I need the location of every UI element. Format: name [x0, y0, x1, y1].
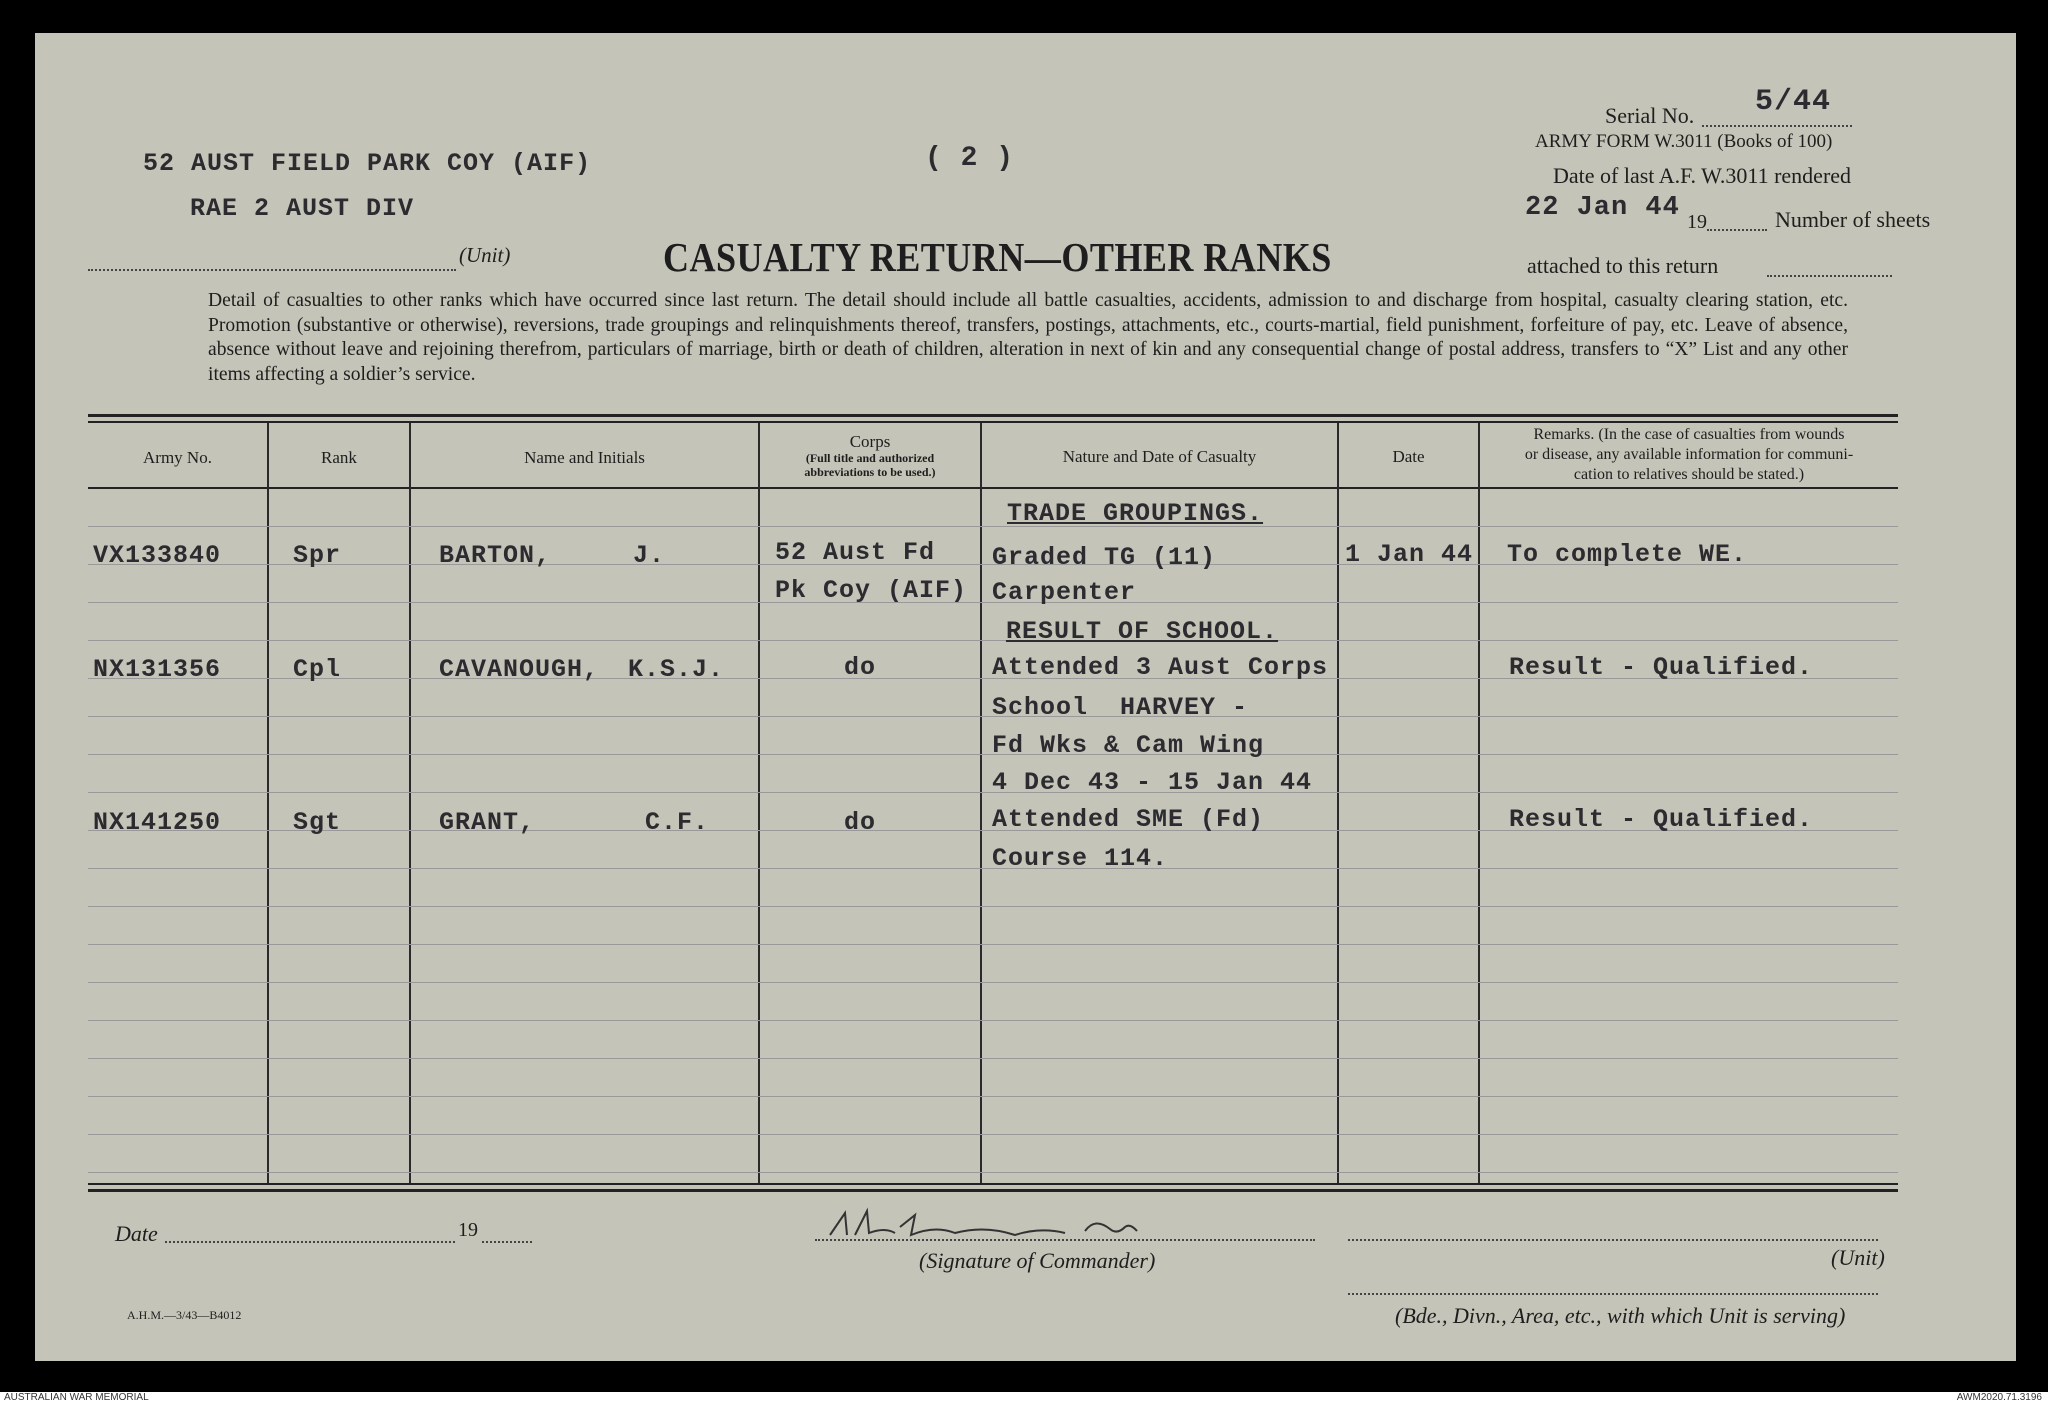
- signature-caption: (Signature of Commander): [919, 1248, 1156, 1273]
- unit-caption: (Unit): [459, 243, 511, 267]
- table-row-5-nature: School HARVEY -: [992, 693, 1249, 722]
- serial-label: Serial No.: [1605, 103, 1695, 128]
- table-row-1-initials: J.: [633, 541, 666, 570]
- archive-strip: [0, 1392, 2048, 1405]
- instructions: Detail of casualties to other ranks which have occurred since last return. The detail should include all battle casualties, accidents, admission to and discharge from hospital, casualty clearing station, etc. Promotion (substantive or otherwise), reversions, trade groupings and relinquishments thereof, transfers, postings, attachments, etc., courts-martial, field punishment, forfeiture of pay, etc. Leave of absence, absence without leave and rejoining therefrom, particulars of marriage, birth or death of children, alteration in next of kin and any consequential change of postal address, transfers to “X” List and any other items affecting a soldier’s service.: [208, 290, 1848, 385]
- table-row-1-corps: 52 Aust Fd: [775, 538, 936, 567]
- col-divider-2: [409, 423, 411, 1183]
- table-row-1-remarks: To complete WE.: [1507, 540, 1748, 569]
- unit-dots: [88, 269, 456, 271]
- table-row-1-date: 1 Jan 44: [1345, 540, 1474, 569]
- attached-dots: [1767, 275, 1892, 277]
- serial-value: 5/44: [1755, 85, 1832, 119]
- date-last-value: 22 Jan 44: [1525, 193, 1680, 223]
- date-last-label: Date of last A.F. W.3011 rendered: [1553, 163, 1852, 188]
- row-rule: [88, 526, 1898, 527]
- header-corps-sub-1: (Full title and authorized: [805, 451, 935, 465]
- row-rule: [88, 1058, 1898, 1059]
- col-divider-1: [267, 423, 269, 1183]
- commander-signature: [825, 1205, 1225, 1245]
- unit-line-2: RAE 2 AUST DIV: [190, 194, 415, 223]
- row-rule: [88, 640, 1898, 641]
- header-corps-sub-2: abbreviations to be used.): [804, 465, 936, 479]
- footer-year: 19: [458, 1219, 478, 1241]
- header-name: Name and Initials: [524, 448, 645, 467]
- table-row-8-nature: Attended SME (Fd): [992, 805, 1265, 834]
- serial-dots: [1702, 125, 1852, 127]
- form-title: CASUALTY RETURN—OTHER RANKS: [663, 234, 1332, 280]
- table-row-1-army-no: VX133840: [93, 541, 222, 570]
- form-code: A.H.M.—3/43—B4012: [127, 1308, 242, 1322]
- table-row-8-army-no: NX141250: [93, 808, 222, 837]
- header-date: Date: [1392, 447, 1425, 466]
- col-divider-5: [1337, 423, 1339, 1183]
- row-rule: [88, 906, 1898, 907]
- footer-date-dots: [165, 1241, 455, 1243]
- table-bottom-rule: [88, 1183, 1898, 1185]
- table-row-7-nature: 4 Dec 43 - 15 Jan 44: [992, 768, 1313, 797]
- header-corps-title: Corps: [849, 432, 891, 451]
- header-remarks-3: cation to relatives should be stated.): [1573, 466, 1805, 483]
- col-divider-6: [1478, 423, 1480, 1183]
- table-row-9-nature: Course 114.: [992, 844, 1169, 873]
- table-row-6-nature: Fd Wks & Cam Wing: [992, 731, 1265, 760]
- header-rank: Rank: [321, 448, 357, 467]
- table-row-4-initials: K.S.J.: [628, 655, 725, 684]
- table-row-8-name: GRANT,: [439, 808, 536, 837]
- attached-label: attached to this return: [1527, 253, 1719, 278]
- unit-footer-dots: [1348, 1239, 1878, 1241]
- table-row-8-corps: do: [844, 808, 877, 837]
- form-sheet: [35, 33, 2016, 1361]
- number-sheets-label: Number of sheets: [1775, 207, 1931, 232]
- header-nature: Nature and Date of Casualty: [1062, 447, 1257, 466]
- footer-unit-caption: (Unit): [1831, 1245, 1885, 1270]
- table-row-8-rank: Sgt: [293, 808, 342, 837]
- archive-left: AUSTRALIAN WAR MEMORIAL: [4, 1392, 149, 1403]
- table-row-1-nature: Graded TG (11): [992, 543, 1217, 572]
- unit-line-1: 52 AUST FIELD PARK COY (AIF): [143, 149, 592, 178]
- table-row-4-army-no: NX131356: [93, 655, 222, 684]
- table-top-rule: [88, 414, 1898, 417]
- table-row-2-nature: Carpenter: [992, 578, 1137, 607]
- footer-year-dots: [482, 1241, 532, 1243]
- row-rule: [88, 944, 1898, 945]
- footer-date-label: Date: [115, 1221, 158, 1246]
- table-row-4-name: CAVANOUGH,: [439, 655, 600, 684]
- header-remarks-1: Remarks. (In the case of casualties from wounds: [1533, 426, 1845, 443]
- bde-dots: [1348, 1293, 1878, 1295]
- table-row-4-nature: Attended 3 Aust Corps: [992, 653, 1329, 682]
- row-rule: [88, 982, 1898, 983]
- header-remarks: [1480, 425, 1898, 485]
- table-row-8-remarks: Result - Qualified.: [1509, 805, 1814, 834]
- header-bottom-rule: [88, 487, 1898, 489]
- page-number: ( 2 ): [925, 143, 1015, 174]
- sheets-dots: [1707, 229, 1767, 231]
- row-rule: [88, 1172, 1898, 1173]
- table-row-1-name: BARTON,: [439, 541, 552, 570]
- row-rule: [88, 1020, 1898, 1021]
- row-rule: [88, 1096, 1898, 1097]
- bde-caption: (Bde., Divn., Area, etc., with which Unit is serving): [1395, 1303, 1846, 1328]
- table-row-2-corps: Pk Coy (AIF): [775, 576, 968, 605]
- year-suffix: 19: [1687, 211, 1707, 233]
- header-remarks-2: or disease, any available information for communi-: [1524, 446, 1854, 463]
- col-divider-3: [758, 423, 760, 1183]
- table-row-4-corps: do: [844, 653, 877, 682]
- header-army-no: Army No.: [143, 448, 212, 467]
- table-row-8-initials: C.F.: [645, 808, 710, 837]
- table-top-rule-2: [88, 421, 1898, 423]
- table-bottom-rule-2: [88, 1189, 1898, 1192]
- table-row-4-remarks: Result - Qualified.: [1509, 653, 1814, 682]
- table-row-3-nature: RESULT OF SCHOOL.: [1006, 617, 1279, 646]
- table-row-1-rank: Spr: [293, 541, 342, 570]
- table-row-0-nature: TRADE GROUPINGS.: [1007, 499, 1264, 528]
- col-divider-4: [980, 423, 982, 1183]
- header-corps: [760, 433, 980, 479]
- archive-right: AWM2020.71.3196: [1956, 1392, 2042, 1403]
- row-rule: [88, 1134, 1898, 1135]
- army-form-label: ARMY FORM W.3011 (Books of 100): [1535, 131, 1833, 152]
- table-row-4-rank: Cpl: [293, 655, 342, 684]
